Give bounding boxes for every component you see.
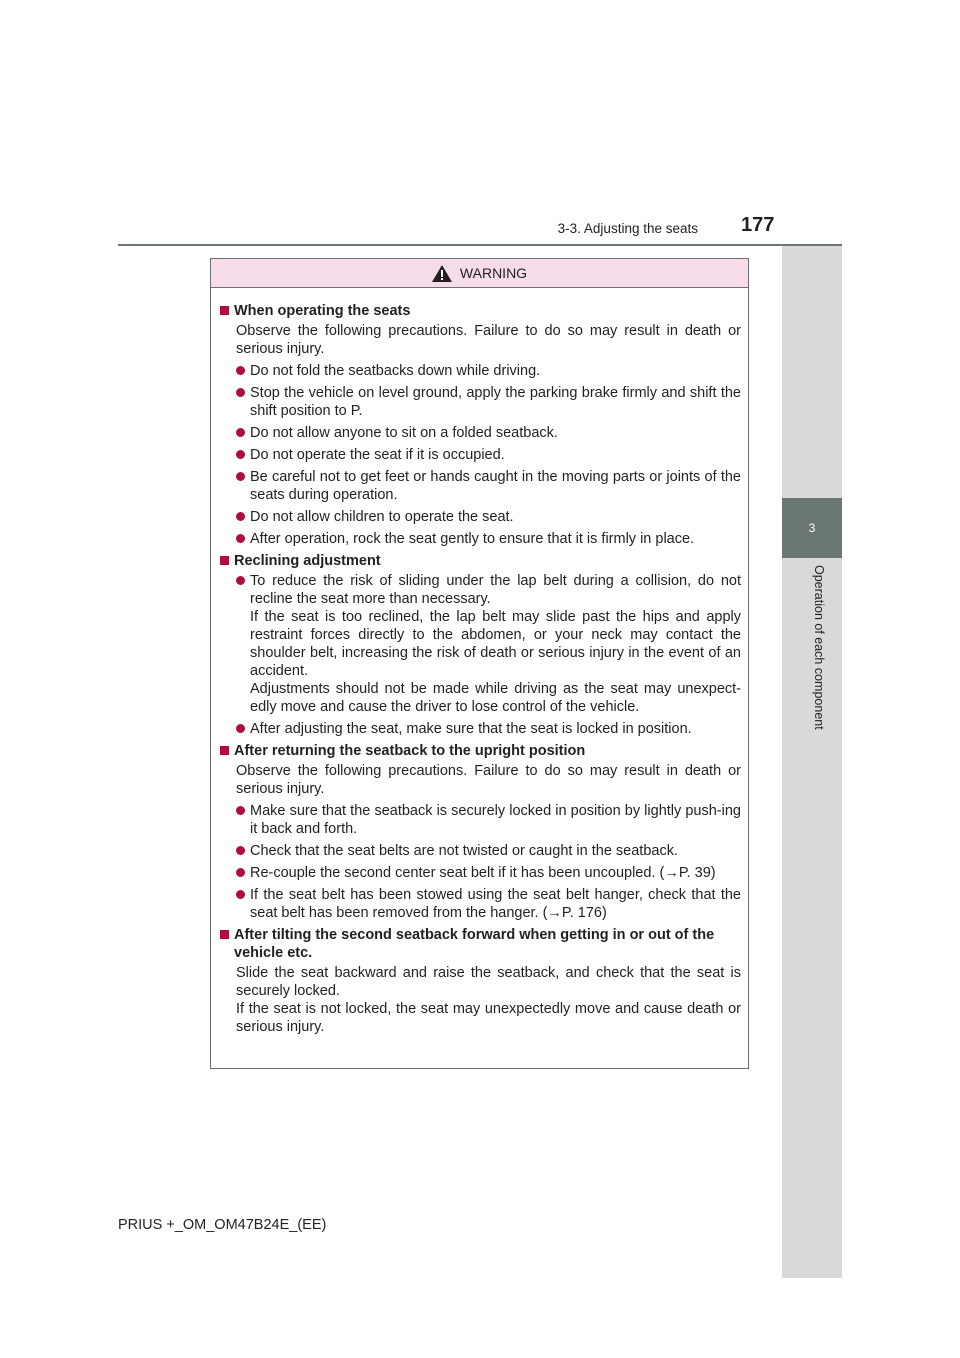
warning-triangle-icon [432, 265, 452, 282]
header-title: 3-3. Adjusting the seats [557, 221, 698, 236]
section-title-text: After returning the seatback to the upright position [234, 743, 586, 759]
bullet-text: Do not operate the seat if it is occupied. [250, 447, 505, 463]
bullet-item [236, 530, 741, 548]
round-bullet-icon [236, 806, 245, 815]
bullet-text: Do not allow children to operate the seat. [250, 509, 514, 525]
round-bullet-icon [236, 890, 245, 899]
bullet-item [236, 362, 741, 380]
bullet-item [236, 508, 741, 526]
bullet-line: Adjustments should not be made while driving as the seat may unexpect-edly move and cause the driver to lose control of the vehicle. [250, 681, 741, 715]
round-bullet-icon [236, 388, 245, 397]
section-intro: Observe the following precautions. Failure to do so may result in death or serious injury. [236, 763, 741, 797]
round-bullet-icon [236, 576, 245, 585]
footer-doc-id: PRIUS +_OM_OM47B24E_(EE) [118, 1217, 327, 1233]
section-paragraph [236, 964, 741, 1036]
round-bullet-icon [236, 450, 245, 459]
round-bullet-icon [236, 534, 245, 543]
para-line: Slide the seat backward and raise the seatback, and check that the seat is securely locked. [236, 965, 741, 999]
bullet-item [236, 572, 741, 716]
section-title [218, 552, 741, 570]
bullet-text: Do not allow anyone to sit on a folded seatback. [250, 425, 558, 441]
square-bullet-icon [220, 556, 229, 565]
header-rule [118, 244, 842, 246]
bullet-item [236, 720, 741, 738]
bullet-item [236, 424, 741, 442]
warning-box [210, 258, 749, 1069]
bullet-item [236, 802, 741, 838]
bullet-text: After operation, rock the seat gently to ensure that it is firmly in place. [250, 531, 695, 547]
bullet-text: Be careful not to get feet or hands caught in the moving parts or joints of the seats during operation. [250, 469, 741, 503]
round-bullet-icon [236, 724, 245, 733]
bullet-text: Check that the seat belts are not twisted or caught in the seatback. [250, 843, 678, 859]
warning-body [211, 288, 748, 1036]
side-tab-top [782, 246, 842, 498]
chapter-label: Operation of each component [812, 565, 826, 730]
section-intro: Observe the following precautions. Failure to do so may result in death or serious injury. [236, 323, 741, 357]
round-bullet-icon [236, 472, 245, 481]
bullet-text: Make sure that the seatback is securely locked in position by lightly push-ing it back and forth. [250, 803, 741, 837]
bullet-text: After adjusting the seat, make sure that the seat is locked in position. [250, 721, 692, 737]
warning-header [211, 259, 748, 288]
section-title-text: When operating the seats [234, 303, 411, 319]
bullet-text [250, 572, 741, 716]
round-bullet-icon [236, 868, 245, 877]
chapter-number-tab: 3 [782, 498, 842, 558]
square-bullet-icon [220, 306, 229, 315]
round-bullet-icon [236, 846, 245, 855]
bullet-item [236, 384, 741, 420]
round-bullet-icon [236, 428, 245, 437]
round-bullet-icon [236, 512, 245, 521]
section-title [218, 742, 741, 760]
bullet-item [236, 864, 741, 882]
bullet-item [236, 842, 741, 860]
bullet-line: If the seat is too reclined, the lap belt may slide past the hips and apply restraint forces directly to the abdomen, or your neck may contact the shoulder belt, increasing the risk of death or serious injury in the event of an accident. [250, 609, 741, 679]
bullet-item [236, 468, 741, 504]
section-title-text: After tilting the second seatback forward when getting in or out of the vehicle etc. [234, 927, 715, 961]
section-title-text: Reclining adjustment [234, 553, 381, 569]
section-title [218, 926, 741, 962]
warning-title: WARNING [459, 265, 528, 281]
bullet-text: Stop the vehicle on level ground, apply the parking brake firmly and shift the shift position to P. [250, 385, 741, 419]
page-number: 177 [741, 214, 775, 236]
bullet-text: Do not fold the seatbacks down while driving. [250, 363, 541, 379]
section-title [218, 302, 741, 320]
bullet-line: To reduce the risk of sliding under the lap belt during a collision, do not recline the seat more than necessary. [250, 573, 741, 607]
square-bullet-icon [220, 930, 229, 939]
bullet-item [236, 446, 741, 464]
bullet-text: If the seat belt has been stowed using the seat belt hanger, check that the seat belt has been removed from the hanger. (→P. 176) [250, 887, 741, 921]
bullet-item [236, 886, 741, 922]
bullet-text: Re-couple the second center seat belt if it has been uncoupled. (→P. 39) [250, 865, 716, 881]
para-line: If the seat is not locked, the seat may unexpectedly move and cause death or serious injury. [236, 1001, 741, 1035]
square-bullet-icon [220, 746, 229, 755]
round-bullet-icon [236, 366, 245, 375]
